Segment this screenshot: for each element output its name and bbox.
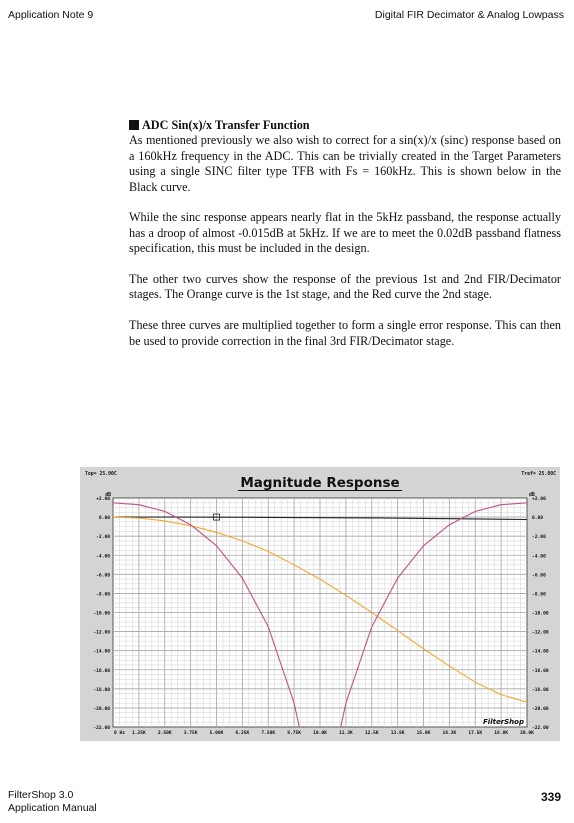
y-tick-label-left: -22.00 [93, 726, 110, 731]
y-tick-label-right: +2.00 [532, 497, 546, 502]
y-tick-label-right: -22.00 [532, 726, 549, 731]
y-unit-left: dB [105, 493, 111, 498]
x-tick-label: 3.75K [183, 731, 198, 736]
y-tick-label-left: -20.00 [93, 706, 110, 712]
y-tick-label-left: -10.00 [93, 611, 110, 617]
paragraph-4: These three curves are multiplied together to form a single error response. This can then be used to provide correction in the final 3rd FIR/Decimator stage. [129, 318, 561, 348]
y-tick-label-right: -4.00 [532, 554, 546, 560]
y-tick-label-left: 0.00 [98, 516, 110, 522]
magnitude-response-chart [80, 467, 560, 741]
header-right: Digital FIR Decimator & Analog Lowpass [374, 9, 564, 21]
y-tick-label-right: -2.00 [532, 535, 546, 541]
y-tick-label-left: -2.00 [96, 535, 110, 541]
section-title-text: ADC Sin(x)/x Transfer Function [142, 118, 310, 132]
bullet-square-icon [129, 120, 139, 130]
y-tick-label-left: -18.00 [93, 687, 110, 693]
paragraph-1: As mentioned previously we also wish to correct for a sin(x)/x (sinc) response based on a 160kHz frequency in the ADC. This can be trivially created in the Target Parameters using a single SINC filter type TFB with Fs = 160kHz. This is shown below in the Black curve. [129, 133, 561, 194]
tref-temperature-label: Tref= 25.00C [521, 472, 556, 477]
x-tick-label: 6.25K [235, 731, 250, 736]
x-tick-label: 20.0K [520, 731, 534, 736]
x-tick-label: 10.0K [313, 731, 327, 736]
y-unit-right: dB [529, 493, 535, 498]
y-tick-label-right: -8.00 [532, 592, 546, 598]
top-temperature-label: Top= 25.00C [85, 472, 117, 477]
y-tick-label-left: +2.00 [96, 497, 110, 502]
y-tick-label-left: -8.00 [96, 592, 110, 598]
filtershop-watermark: FilterShop [483, 718, 524, 726]
x-tick-label: 17.5K [468, 731, 483, 736]
x-tick-label: 18.8K [494, 731, 509, 736]
y-tick-label-left: -12.00 [93, 630, 110, 636]
y-tick-label-right: -18.00 [532, 687, 549, 693]
x-tick-label: 13.8K [390, 731, 405, 736]
y-tick-label-right: -12.00 [532, 630, 549, 636]
y-tick-label-left: -16.00 [93, 668, 110, 674]
x-tick-label: 11.3K [338, 731, 353, 736]
y-tick-label-left: -6.00 [96, 573, 110, 579]
chart-title: Magnitude Response [240, 475, 400, 491]
x-tick-label: 8.75K [287, 731, 302, 736]
footer-product: FilterShop 3.0 [8, 789, 74, 801]
y-tick-label-left: -4.00 [96, 554, 110, 560]
paragraph-2: While the sinc response appears nearly flat in the 5kHz passband, the response actually has a droop of almost -0.015dB at 5kHz. If we are to meet the 0.02dB passband flatness specification, this must be included in the design. [129, 210, 561, 256]
y-tick-label-left: -14.00 [93, 649, 110, 655]
x-tick-label: 2.50K [157, 731, 172, 736]
y-tick-label-right: 0.00 [532, 516, 544, 522]
footer-manual: Application Manual [8, 802, 97, 814]
chart-svg [80, 467, 560, 741]
section-body [129, 118, 561, 364]
header-left: Application Note 9 [8, 9, 94, 21]
x-tick-label: 15.0K [416, 731, 431, 736]
y-tick-label-right: -14.00 [532, 649, 549, 655]
section-title [129, 118, 561, 133]
y-tick-label-right: -10.00 [532, 611, 549, 617]
y-tick-label-right: -6.00 [532, 573, 546, 579]
x-tick-label: 5.00K [209, 731, 224, 736]
x-tick-label: 7.50K [261, 731, 276, 736]
x-tick-label: 1.25K [131, 731, 146, 736]
y-tick-label-right: -20.00 [532, 706, 549, 712]
y-tick-label-right: -16.00 [532, 668, 549, 674]
footer-left [8, 789, 97, 815]
x-tick-label: 0 Hz [114, 731, 126, 736]
x-tick-label: 12.5K [364, 731, 379, 736]
paragraph-3: The other two curves show the response of the previous 1st and 2nd FIR/Decimator stages. The Orange curve is the 1st stage, and the Red curve the 2nd stage. [129, 272, 561, 302]
page-number: 339 [540, 790, 561, 804]
x-tick-label: 16.3K [442, 731, 457, 736]
